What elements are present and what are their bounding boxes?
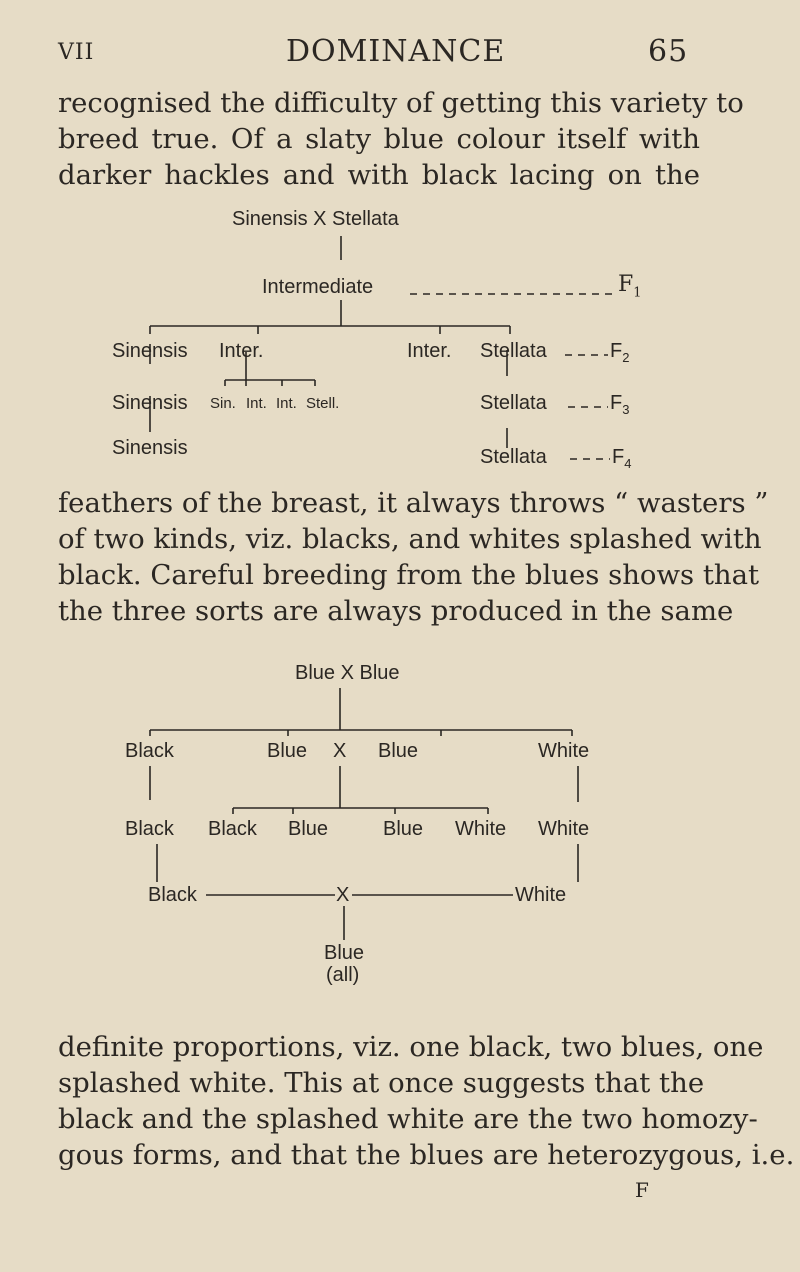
f2-inter-right-label: Inter. — [407, 340, 452, 362]
f1-intermediate-label: Intermediate — [262, 276, 374, 298]
row4-black-label: Black — [148, 884, 197, 906]
f3-sinensis-label: Sinensis — [112, 392, 188, 414]
text-line: breed true. Of a slaty blue colour itself with — [58, 123, 700, 155]
result-all-note: (all) — [326, 964, 360, 986]
chapter-number: VII — [58, 40, 95, 65]
generation-f1-label: $F_1$ — [618, 272, 642, 301]
generation-f4-label: $F_4$ — [612, 446, 632, 471]
signature-mark: F — [635, 1178, 649, 1202]
f2-stellata-label: Stellata — [480, 340, 547, 362]
row2-white-label: White — [538, 740, 590, 762]
row2-blue-right-label: Blue — [378, 740, 419, 762]
row3-black-label: Black — [208, 818, 257, 840]
row2-black-label: Black — [125, 740, 174, 762]
generation-f3-label: $F_3$ — [610, 392, 630, 417]
text-line: the three sorts are always produced in the same — [58, 595, 734, 627]
row4-white-label: White — [515, 884, 567, 906]
blue-cross-label: Blue X Blue — [295, 662, 400, 684]
row3-black-label: Black — [125, 818, 174, 840]
text-line: definite proportions, viz. one black, two blues, one — [58, 1031, 764, 1063]
cross-parents-label: Sinensis X Stellata — [232, 208, 399, 230]
f2-inter-left-label: Inter. — [219, 340, 264, 362]
row2-blue-left-label: Blue — [267, 740, 308, 762]
text-line: gous forms, and that the blues are heterozygous, i.e. — [58, 1139, 795, 1171]
f3-sin-label: Sin. — [210, 395, 236, 412]
generation-f2-label: $F_2$ — [610, 340, 630, 365]
f3-stell-label: Stell. — [306, 395, 340, 412]
running-title: DOMINANCE — [286, 34, 506, 69]
f4-stellata-label: Stellata — [480, 446, 547, 468]
row3-blue-label: Blue — [383, 818, 424, 840]
f3-int-2-label: Int. — [276, 395, 297, 412]
f4-sinensis-label: Sinensis — [112, 437, 188, 459]
row3-blue-label: Blue — [288, 818, 329, 840]
row2-cross-x-label: X — [333, 740, 347, 762]
text-line: black. Careful breeding from the blues shows that — [58, 559, 760, 591]
f2-sinensis-label: Sinensis — [112, 340, 188, 362]
page-number: 65 — [648, 34, 689, 69]
text-line: black and the splashed white are the two homozy- — [58, 1103, 758, 1135]
row3-white-label: White — [538, 818, 590, 840]
row3-white-label: White — [455, 818, 507, 840]
row4-cross-x-label: X — [336, 884, 350, 906]
result-blue-label: Blue — [324, 942, 365, 964]
f3-stellata-label: Stellata — [480, 392, 547, 414]
text-line: of two kinds, viz. blacks, and whites splashed with — [58, 523, 762, 555]
text-line: feathers of the breast, it always throws “ wasters ” — [58, 487, 769, 519]
text-line: splashed white. This at once suggests that the — [58, 1067, 705, 1099]
text-line: darker hackles and with black lacing on the — [58, 159, 700, 191]
text-line: recognised the difficulty of getting this variety to — [58, 87, 744, 119]
f3-int-1-label: Int. — [246, 395, 267, 412]
